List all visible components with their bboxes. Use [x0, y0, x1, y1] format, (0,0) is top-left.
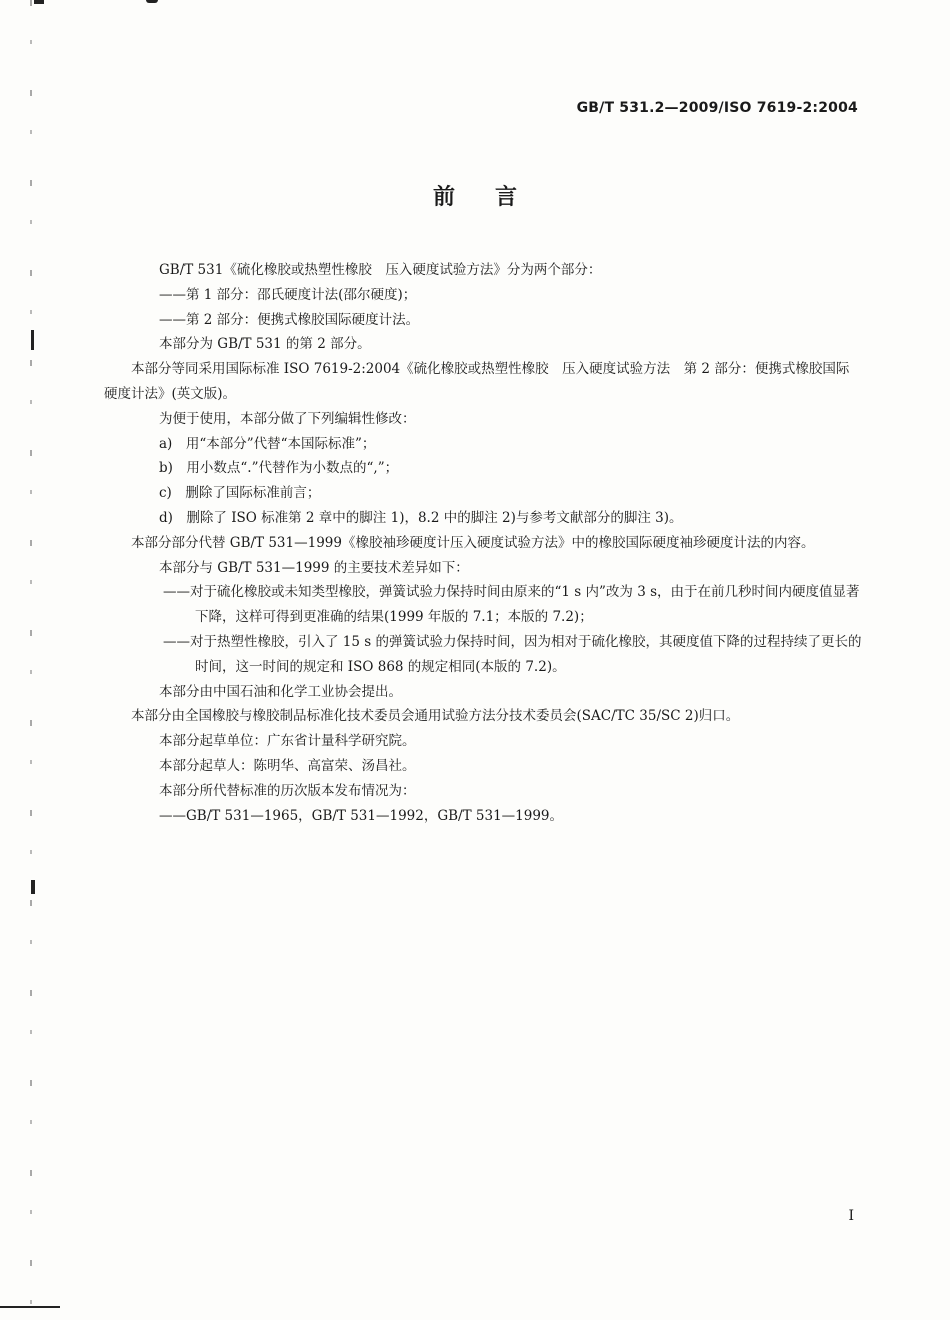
list-item: a) 用“本部分”代替“本国际标准”； — [159, 435, 376, 452]
paragraph: 本部分为 GB/T 531 的第 2 部分。 — [159, 336, 371, 353]
list-item: d) 删除了 ISO 标准第 2 章中的脚注 1)，8.2 中的脚注 2)与参考文献部分的脚注 3)。 — [159, 509, 683, 526]
paragraph: 本部分起草单位：广东省计量科学研究院。 — [159, 733, 416, 750]
paragraph: GB/T 531《硫化橡胶或热塑性橡胶 压入硬度试验方法》分为两个部分： — [159, 262, 602, 278]
paragraph: 本部分由全国橡胶与橡胶制品标准化技术委员会通用试验方法分技术委员会(SAC/TC 35/SC 2)归口。 — [131, 708, 740, 725]
list-item: ——对于硫化橡胶或未知类型橡胶，弹簧试验力保持时间由原来的“1 s 内”改为 3 s，由于在前几秒时间内硬度值显著下降，这样可得到更准确的结果(1999 年版的 7.1；本版的 7.2)； — [163, 584, 860, 626]
page-number: I — [848, 1208, 854, 1224]
scan-mark-top-left — [34, 0, 44, 4]
scan-mark-left-1 — [31, 330, 34, 350]
foreword-body — [104, 258, 862, 828]
paragraph: 本部分等同采用国际标准 ISO 7619-2:2004《硫化橡胶或热塑性橡胶 压入硬度试验方法 第 2 部分：便携式橡胶国际硬度计法》(英文版)。 — [104, 361, 850, 402]
paragraph: 本部分起草人：陈明华、高富荣、汤昌社。 — [159, 757, 416, 774]
paragraph: ——第 2 部分：便携式橡胶国际硬度计法。 — [159, 311, 420, 328]
paragraph: 本部分与 GB/T 531—1999 的主要技术差异如下： — [159, 559, 469, 576]
paragraph: 为便于使用，本部分做了下列编辑性修改： — [159, 410, 416, 427]
scan-mark-top — [146, 0, 158, 3]
scan-mark-left-2 — [31, 880, 35, 894]
standard-code: GB/T 531.2—2009/ISO 7619-2:2004 — [576, 100, 858, 116]
list-item: b) 用小数点“.”代替作为小数点的“,”； — [159, 460, 399, 477]
paragraph: 本部分所代替标准的历次版本发布情况为： — [159, 782, 416, 799]
paragraph: 本部分由中国石油和化学工业协会提出。 — [159, 683, 402, 700]
paragraph: ——第 1 部分：邵氏硬度计法(邵尔硬度)； — [159, 286, 417, 303]
scan-mark-bottom-left — [0, 1306, 60, 1308]
paragraph: 本部分部分代替 GB/T 531—1999《橡胶袖珍硬度计压入硬度试验方法》中的橡胶国际硬度袖珍硬度计法的内容。 — [131, 534, 815, 551]
list-item: c) 删除了国际标准前言； — [159, 485, 321, 502]
page-title: 前言 — [432, 185, 557, 210]
paragraph: ——GB/T 531—1965，GB/T 531—1992，GB/T 531—1999。 — [159, 807, 564, 824]
list-item: ——对于热塑性橡胶，引入了 15 s 的弹簧试验力保持时间，因为相对于硫化橡胶，其硬度值下降的过程持续了更长的时间，这一时间的规定和 ISO 868 的规定相同(本版的 7.2)。 — [163, 633, 862, 675]
